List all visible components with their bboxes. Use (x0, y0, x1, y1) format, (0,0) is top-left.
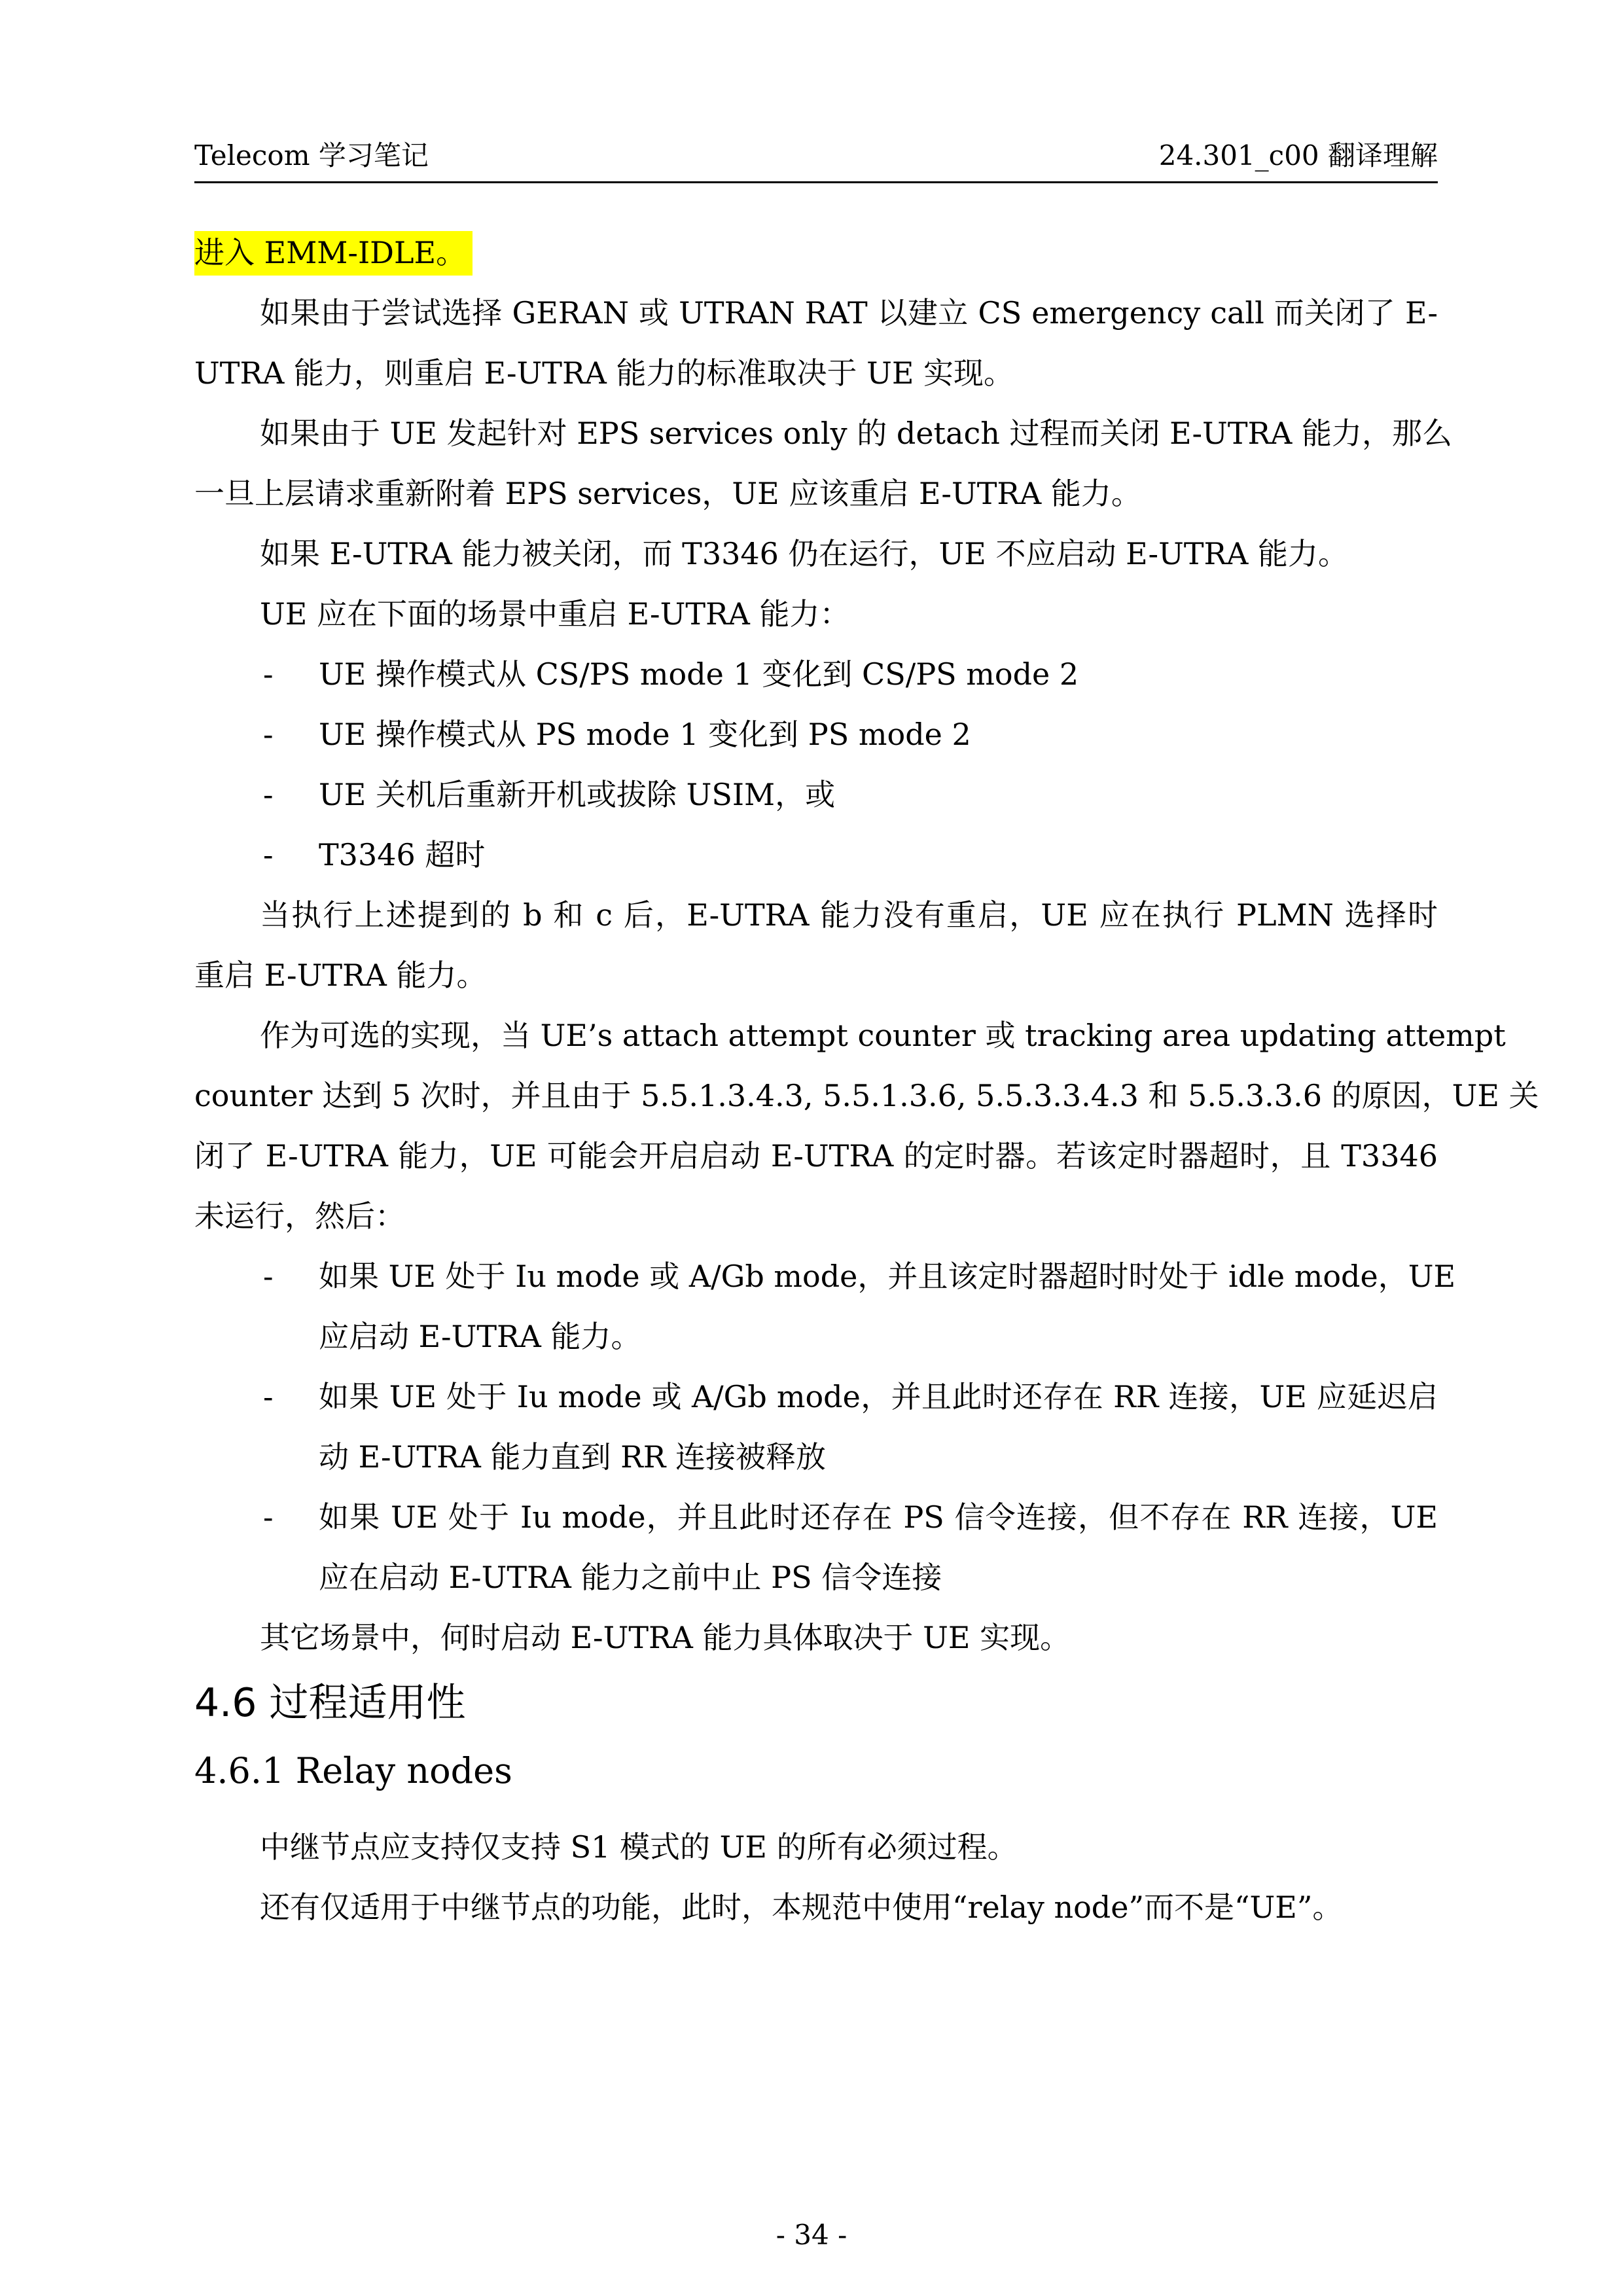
paragraph-line: 中继节点应支持仅支持 S1 模式的 UE 的所有必须过程。 (260, 1829, 1018, 1865)
paragraph-line: 作为可选的实现，当 UE’s attach attempt counter 或 tracking area updating attempt (260, 1018, 1506, 1053)
list-item (194, 764, 1438, 825)
header-divider (194, 181, 1438, 183)
list-item (194, 1367, 1438, 1427)
list-dash: - (263, 1499, 274, 1535)
list-item (194, 1246, 1456, 1306)
paragraph-line: 如果 E-UTRA 能力被关闭，而 T3346 仍在运行，UE 不应启动 E-UTRA 能力。 (260, 536, 1349, 571)
paragraph-line: 如果由于尝试选择 GERAN 或 UTRAN RAT 以建立 CS emergency call 而关闭了 E- (260, 295, 1438, 331)
list-item (194, 825, 1438, 885)
list-item-text: 如果 UE 处于 Iu mode 或 A/Gb mode，并且此时还存在 RR 连接，UE 应延迟启 (319, 1379, 1438, 1414)
list-item-text: T3346 超时 (319, 837, 486, 872)
section-heading-4-6-1: 4.6.1 Relay nodes (194, 1750, 512, 1791)
list-item (194, 644, 1438, 704)
list-item-continuation: 应启动 E-UTRA 能力。 (319, 1319, 641, 1354)
paragraph-line: UE 应在下面的场景中重启 E-UTRA 能力： (260, 596, 850, 632)
list-item (194, 1487, 1438, 1547)
list-item-text: UE 关机后重新开机或拔除 USIM，或 (319, 777, 836, 812)
paragraph-line: 重启 E-UTRA 能力。 (194, 958, 487, 993)
list-dash: - (263, 1259, 274, 1294)
highlighted-text: 进入 EMM-IDLE。 (194, 231, 473, 276)
list-item-text: UE 操作模式从 CS/PS mode 1 变化到 CS/PS mode 2 (319, 656, 1079, 692)
page-number: - 34 - (776, 2219, 847, 2251)
list-item-text: UE 操作模式从 PS mode 1 变化到 PS mode 2 (319, 717, 971, 752)
list-item-continuation: 动 E-UTRA 能力直到 RR 连接被释放 (319, 1439, 827, 1475)
header-title: Telecom 学习笔记 (194, 139, 429, 171)
paragraph-line: 未运行，然后： (194, 1198, 405, 1234)
paragraph-line: UTRA 能力，则重启 E-UTRA 能力的标准取决于 UE 实现。 (194, 355, 1014, 391)
page-body (194, 223, 1539, 1937)
paragraph-line: 其它场景中，何时启动 E-UTRA 能力具体取决于 UE 实现。 (260, 1620, 1071, 1655)
list-item-text: 如果 UE 处于 Iu mode，并且此时还存在 PS 信令连接，但不存在 RR 连接，UE (319, 1499, 1438, 1535)
section-heading-4-6: 4.6 过程适用性 (194, 1680, 466, 1726)
header-doc-ref: 24.301_c00 翻译理解 (1158, 139, 1438, 171)
paragraph-line: 还有仅适用于中继节点的功能，此时，本规范中使用“relay node”而不是“UE”。 (260, 1890, 1343, 1925)
list-dash: - (263, 717, 274, 752)
paragraph-line: 如果由于 UE 发起针对 EPS services only 的 detach 过程而关闭 E-UTRA 能力，那么 (260, 416, 1452, 451)
paragraph-line: counter 达到 5 次时，并且由于 5.5.1.3.4.3, 5.5.1.3.6, 5.5.3.3.4.3 和 5.5.3.3.6 的原因，UE 关 (194, 1078, 1539, 1113)
list-dash: - (263, 777, 274, 812)
list-item-text: 如果 UE 处于 Iu mode 或 A/Gb mode，并且该定时器超时时处于 idle mode，UE (319, 1259, 1456, 1294)
list-item-continuation: 应在启动 E-UTRA 能力之前中止 PS 信令连接 (319, 1560, 942, 1595)
paragraph-line: 闭了 E-UTRA 能力，UE 可能会开启启动 E-UTRA 的定时器。若该定时器超时，且 T3346 (194, 1138, 1438, 1174)
paragraph-line (194, 223, 1438, 283)
list-dash: - (263, 656, 274, 692)
list-dash: - (263, 1379, 274, 1414)
list-dash: - (263, 837, 274, 872)
list-item (194, 704, 1438, 764)
paragraph-line: 一旦上层请求重新附着 EPS services，UE 应该重启 E-UTRA 能力。 (194, 476, 1141, 511)
paragraph-line: 当执行上述提到的 b 和 c 后，E-UTRA 能力没有重启，UE 应在执行 PLMN 选择时 (260, 897, 1438, 933)
